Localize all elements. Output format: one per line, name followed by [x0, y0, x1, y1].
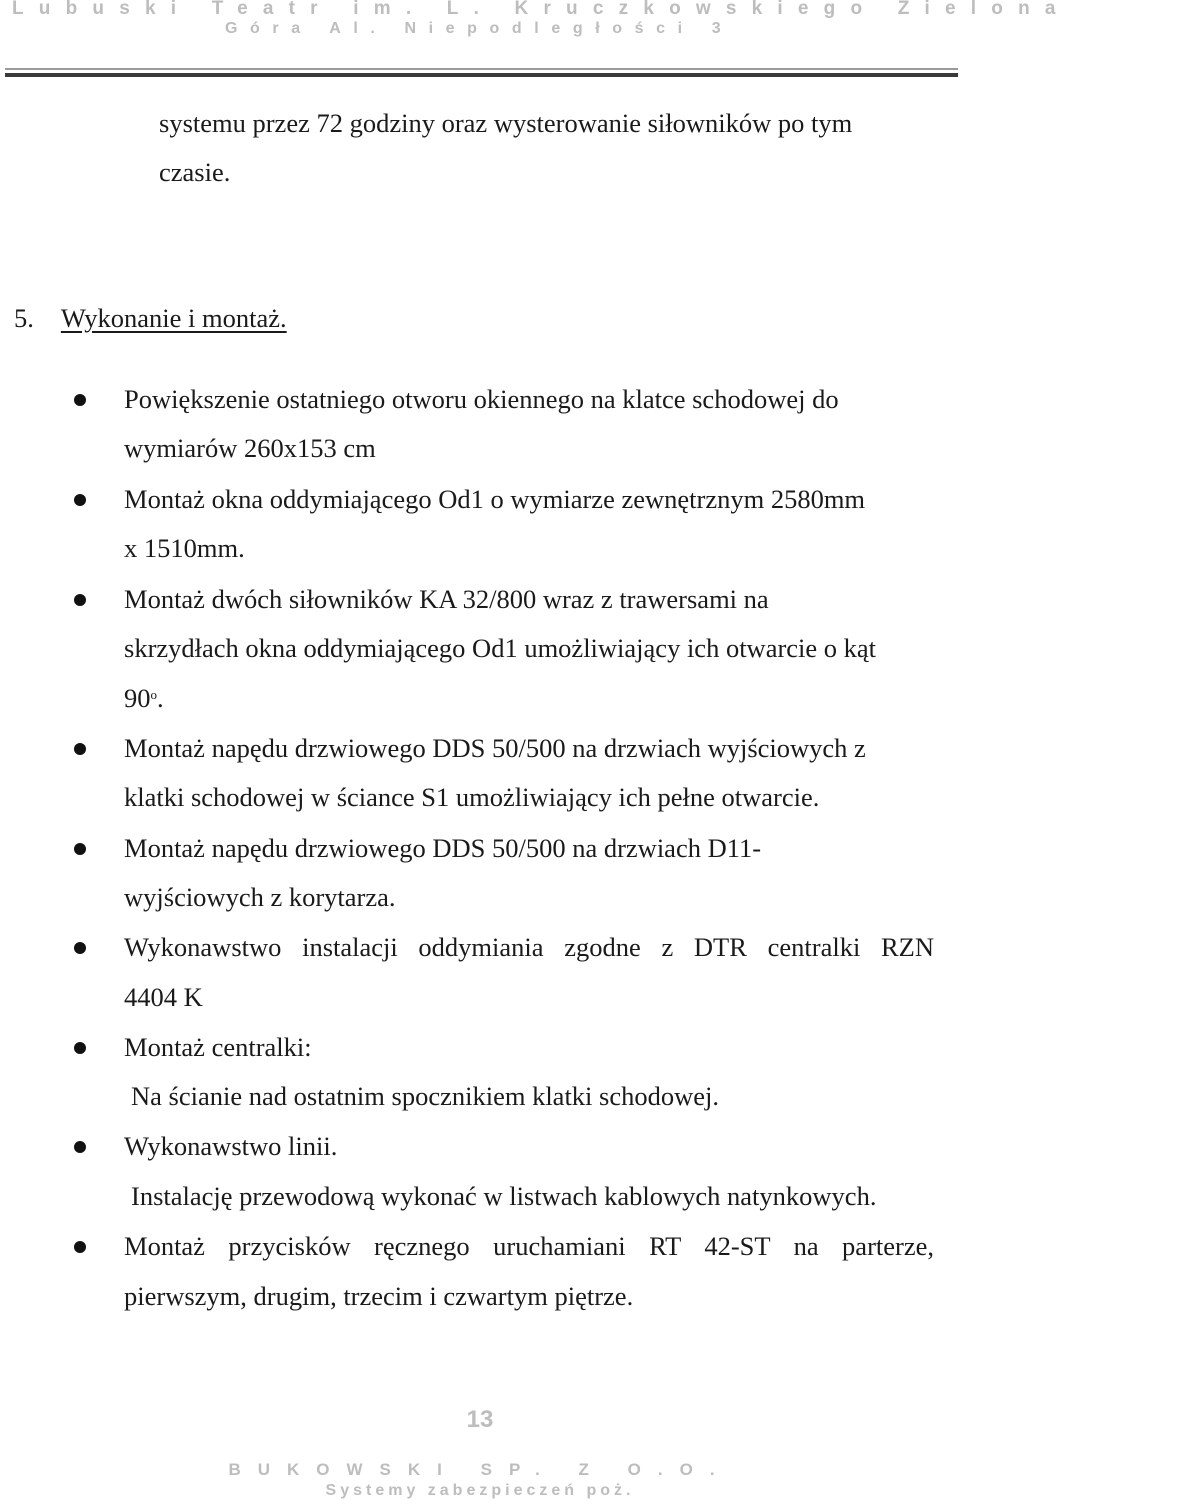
degree-sign: o	[150, 687, 157, 702]
item-2-line-2: x 1510mm.	[124, 533, 245, 563]
item-4-line-2: klatki schodowej w ściance S1 umożliwiający ich pełne otwarcie.	[124, 782, 820, 812]
item-5-line-1: Montaż napędu drzwiowego DDS 50/500 na drzwiach D11-	[124, 833, 762, 863]
section-heading	[14, 303, 287, 333]
item-5-line-2: wyjściowych z korytarza.	[124, 882, 396, 912]
header-divider	[5, 68, 958, 80]
item-2-line-1: Montaż okna oddymiającego Od1 o wymiarze zewnętrznym 2580mm	[124, 484, 866, 514]
item-8-line-1: Wykonawstwo linii.	[124, 1131, 338, 1161]
bullet-icon	[74, 1042, 86, 1054]
intro-line-2: czasie.	[159, 157, 231, 187]
header-title-line1: Lubuski Teatr im. L. Kruczkowskiego Zielona	[12, 0, 1071, 19]
bullet-icon	[74, 942, 86, 954]
item-3-line-3	[124, 683, 164, 718]
bullet-icon	[74, 494, 86, 506]
item-6-line-2: 4404 K	[124, 982, 203, 1012]
item-7-line-1: Montaż centralki:	[124, 1032, 312, 1062]
bullet-icon	[74, 1141, 86, 1153]
item-1-line-2: wymiarów 260x153 cm	[124, 433, 376, 463]
item-9-line-2: pierwszym, drugim, trzecim i czwartym piętrze.	[124, 1281, 634, 1311]
item-7-detail: Na ścianie nad ostatnim spocznikiem klatki schodowej.	[131, 1081, 720, 1111]
section-title: Wykonanie i montaż.	[60, 303, 287, 333]
item-9-line-1: Montaż przycisków ręcznego uruchamiani RT 42-ST na parterze,	[124, 1231, 934, 1261]
item-4-line-1: Montaż napędu drzwiowego DDS 50/500 na drzwiach wyjściowych z	[124, 733, 866, 763]
bullet-icon	[74, 743, 86, 755]
item-1-line-1: Powiększenie ostatniego otworu okiennego na klatce schodowej do	[124, 384, 839, 414]
angle-value: 90	[124, 683, 151, 713]
item-3-line-1: Montaż dwóch siłowników KA 32/800 wraz z trawersami na	[124, 584, 769, 614]
footer-company: BUKOWSKI SP. Z O.O.	[228, 1460, 732, 1479]
item-3-line-2: skrzydłach okna oddymiającego Od1 umożliwiający ich otwarcie o kąt	[124, 633, 877, 663]
item-8-detail: Instalację przewodową wykonać w listwach kablowych natynkowych.	[131, 1181, 877, 1211]
footer-tagline: Systemy zabezpieczeń poż.	[325, 1482, 635, 1499]
bullet-icon	[74, 843, 86, 855]
header-title-line2: Góra Al. Niepodległości 3	[225, 20, 734, 37]
section-number: 5.	[14, 303, 34, 333]
item-6-line-1: Wykonawstwo instalacji oddymiania zgodne z DTR centralki RZN	[124, 932, 934, 962]
angle-period: .	[157, 683, 164, 713]
bullet-icon	[74, 1241, 86, 1253]
bullet-icon	[74, 594, 86, 606]
page-number: 13	[466, 1406, 494, 1433]
bullet-icon	[74, 394, 86, 406]
intro-line-1: systemu przez 72 godziny oraz wysterowanie siłowników po tym	[159, 108, 853, 138]
